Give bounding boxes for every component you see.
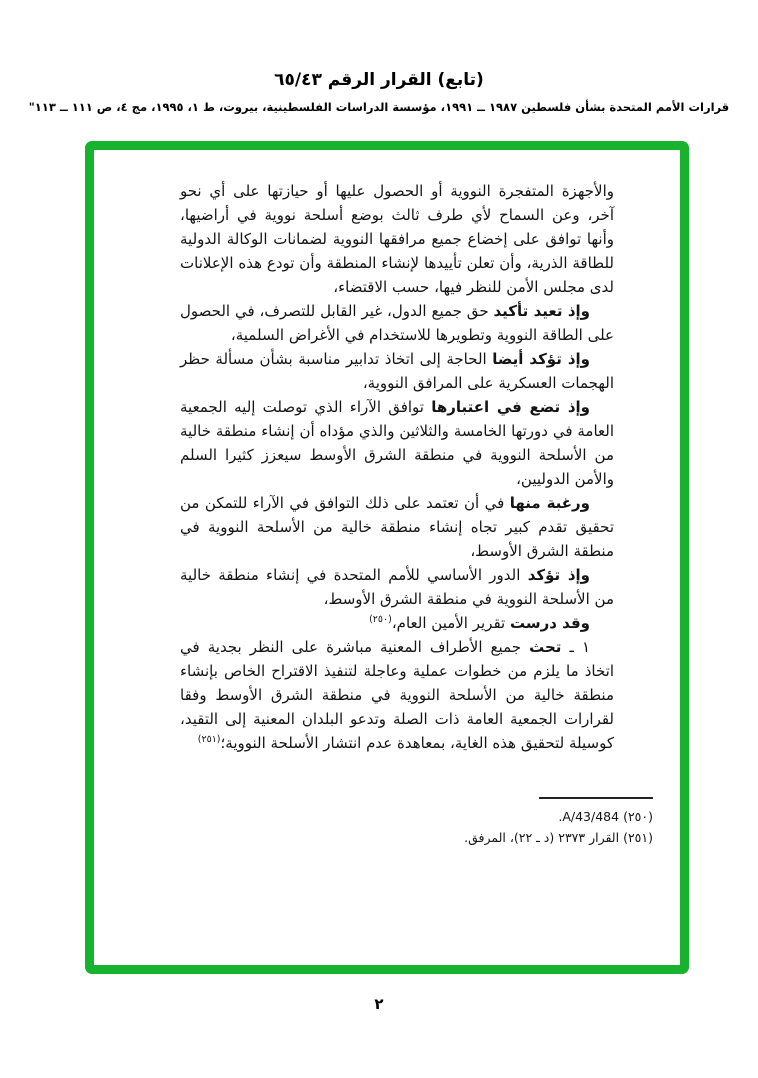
paragraph-text: جميع الأطراف المعنية مباشرة على النظر بجدية في اتخاذ ما يلزم من خطوات عملية وعاجلة لتنفيذ الاقتراح الخاص بإنشاء منطقة خالية من الأسلحة النووية في منطقة الشرق الأوسط وفقا لقرارات الجمعية العامة ذات الصلة وتدعو البلدان المعنية إلى التقيد، كوسيلة لتحقيق هذه الغاية، بمعاهدة عدم انتشار الأسلحة النووية؛ (180, 638, 614, 752)
paragraph-text: في أن تعتمد على ذلك التوافق في الآراء للتمكن من تحقيق تقدم كبير تجاه إنشاء منطقة خالية من الأسلحة النووية في منطقة الشرق الأوسط، (180, 494, 614, 560)
paragraph-text: الدور الأساسي للأمم المتحدة في إنشاء منطقة خالية من الأسلحة النووية في منطقة الشرق الأوسط، (180, 566, 614, 608)
footnote-text: القرار ٢٣٧٣ (د ـ ٢٢)، المرفق. (464, 830, 620, 845)
footnote-item (94, 827, 653, 848)
body-paragraph (180, 179, 614, 299)
footnotes-separator (539, 797, 653, 799)
paragraph-lead: وقد درست (510, 614, 590, 632)
paragraph-text: توافق الآراء الذي توصلت إليه الجمعية العامة في دورتها الخامسة والثلاثين والذي مؤداه أن إنشاء منطقة خالية من الأسلحة النووية في منطقة الشرق الأوسط سيعزز كثيرا السلم والأمن الدوليين، (180, 398, 614, 488)
paragraph-lead: وإذ تضع في اعتبارها (431, 398, 591, 416)
content-frame (85, 141, 689, 974)
page-title: (تابع) القرار الرقم ٦٥/٤٣ (274, 70, 484, 90)
paragraph-lead: تحث (529, 638, 562, 656)
body-paragraph (180, 635, 614, 755)
footnote-text: A/43/484. (558, 809, 620, 824)
item-number: ١ ـ (561, 638, 590, 656)
paragraph-lead: وإذ تؤكد (527, 566, 591, 584)
body-paragraph (180, 395, 614, 491)
footnote-marker: (٢٥١) (623, 830, 653, 845)
paragraph-lead: وإذ تعيد تأكيد (493, 302, 590, 320)
body-paragraph (180, 491, 614, 563)
footnote-ref: (٢٥٠) (369, 614, 392, 625)
paragraph-lead: ورغبة منها (509, 494, 590, 512)
footnote-marker: (٢٥٠) (623, 809, 653, 824)
footnote-item (94, 806, 653, 827)
body-paragraph (180, 563, 614, 611)
body-paragraph (180, 347, 614, 395)
paragraph-text: حق جميع الدول، غير القابل للتصرف، في الحصول على الطاقة النووية وتطويرها للاستخدام في الأغراض السلمية، (180, 302, 614, 344)
paragraph-text: تقرير الأمين العام، (391, 614, 510, 632)
footnotes-section (94, 797, 653, 848)
resolution-body (180, 179, 614, 755)
paragraph-text: والأجهزة المتفجرة النووية أو الحصول عليها أو حيازتها على أي نحو آخر، وعن السماح لأي طرف ثالث بوضع أسلحة نووية في أراضيها، وأنها توافق على إخضاع جميع مرافقها النووية لضمانات الوكالة الدولية للطاقة الذرية، وأن تعلن تأييدها لإنشاء المنطقة وأن تودع هذه الإعلانات لدى مجلس الأمن للنظر فيها، حسب الاقتضاء، (180, 182, 614, 296)
paragraph-text: الحاجة إلى اتخاذ تدابير مناسبة بشأن مسألة حظر الهجمات العسكرية على المرافق النووية، (180, 350, 614, 392)
source-citation: قرارات الأمم المتحدة بشأن فلسطين ١٩٨٧ ــ ١٩٩١، مؤسسة الدراسات الفلسطينية، بيروت، ط ١، ١٩٩٥، مج ٤، ص ١١١ ــ ١١٣" (28, 100, 730, 114)
paragraph-lead: وإذ تؤكد أيضا (492, 350, 591, 368)
body-paragraph (180, 611, 614, 635)
footnote-ref: (٢٥١) (197, 734, 221, 745)
page-number: ٢ (374, 995, 384, 1013)
body-paragraph (180, 299, 614, 347)
